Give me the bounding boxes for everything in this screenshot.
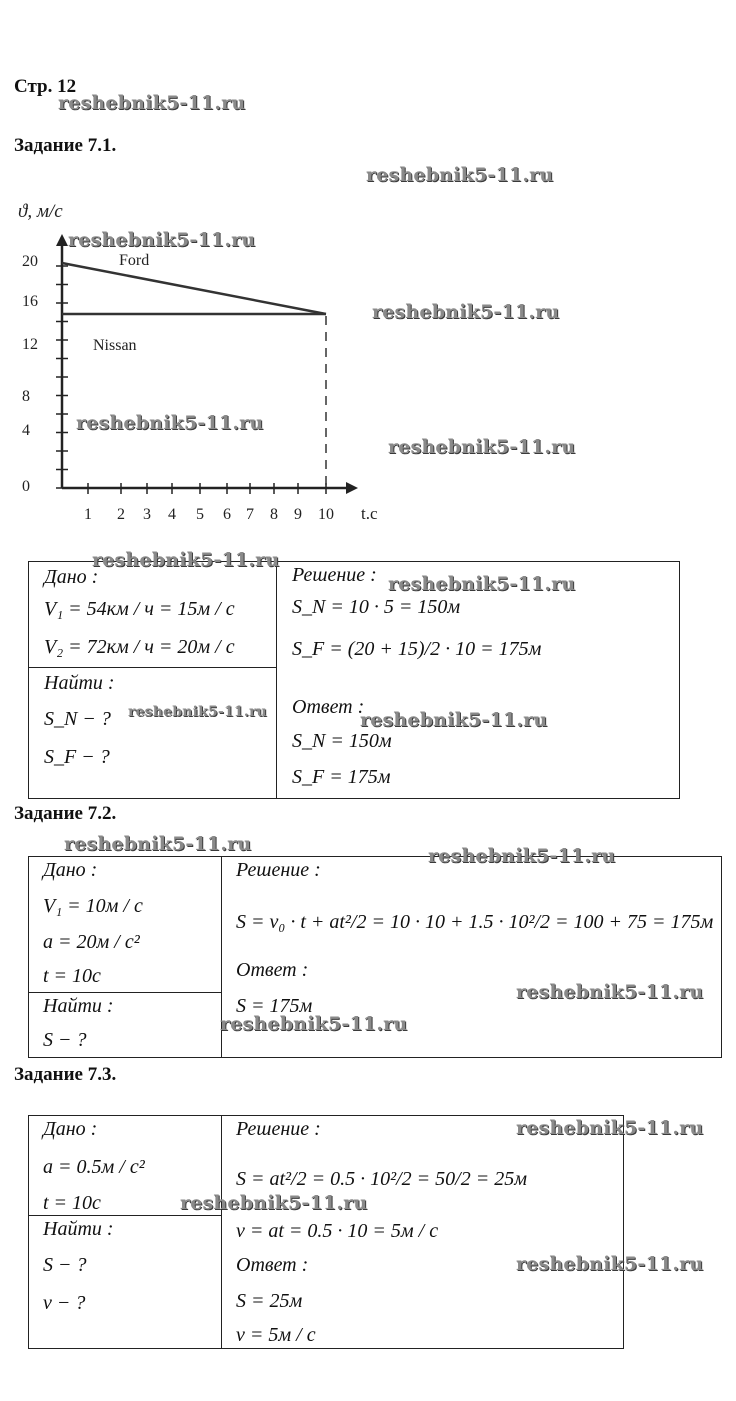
watermark: reshebnik5-11.ru: [220, 1013, 408, 1035]
answer-line: v = 5м / с: [236, 1324, 316, 1346]
watermark: reshebnik5-11.ru: [68, 229, 256, 251]
given-line: V₁ = 10м / с: [43, 895, 143, 917]
x-tick-label: 5: [196, 506, 204, 523]
watermark: reshebnik5-11.ru: [372, 301, 560, 323]
watermark: reshebnik5-11.ru: [516, 1253, 704, 1275]
watermark: reshebnik5-11.ru: [64, 833, 252, 855]
given-cell: [29, 562, 277, 668]
watermark: reshebnik5-11.ru: [388, 573, 576, 595]
y-tick-label: 8: [22, 388, 30, 405]
find-line: v − ?: [43, 1292, 86, 1314]
answer-label: Ответ :: [292, 696, 365, 718]
y-tick-label: 16: [22, 293, 38, 310]
given-label: Дано :: [44, 566, 99, 588]
find-line: S − ?: [43, 1254, 87, 1276]
given-line: t = 10с: [43, 1192, 101, 1214]
given-line: V₁ = 54км / ч = 15м / с: [44, 598, 235, 620]
watermark: reshebnik5-11.ru: [92, 549, 280, 571]
solution-line: S = v₀ · t + at²/2 = 10 · 10 + 1.5 · 10²/2 = 100 + 75 = 175м: [236, 911, 714, 933]
watermark: reshebnik5-11.ru: [128, 704, 267, 720]
x-tick-label: 6: [223, 506, 231, 523]
answer-line: S = 25м: [236, 1290, 303, 1312]
x-tick-label: 2: [117, 506, 125, 523]
find-line: S_F − ?: [44, 746, 110, 768]
x-tick-label: 10: [318, 506, 334, 523]
x-axis-label: t.c: [361, 504, 378, 523]
find-label: Найти :: [43, 995, 114, 1017]
answer-line: S_F = 175м: [292, 766, 391, 788]
solution-line: v = at = 0.5 · 10 = 5м / с: [236, 1220, 439, 1242]
x-tick-label: 4: [168, 506, 176, 523]
find-label: Найти :: [43, 1218, 114, 1240]
given-line: t = 10с: [43, 965, 101, 987]
given-label: Дано :: [43, 1118, 98, 1140]
solution-line: S_F = (20 + 15)/2 · 10 = 175м: [292, 638, 542, 660]
find-label: Найти :: [44, 672, 115, 694]
task-7-3-title: Задание 7.3.: [14, 1064, 117, 1085]
find-line: S_N − ?: [44, 708, 111, 730]
y-tick-label: 4: [22, 422, 30, 439]
y-tick-label: 0: [22, 478, 30, 495]
x-tick-label: 3: [143, 506, 151, 523]
solution-cell: [277, 562, 680, 799]
solution-label: Решение :: [236, 1118, 321, 1140]
answer-line: S_N = 150м: [292, 730, 392, 752]
watermark: reshebnik5-11.ru: [516, 1117, 704, 1139]
annotation-nissan: Nissan: [93, 337, 137, 354]
watermark: reshebnik5-11.ru: [516, 981, 704, 1003]
y-axis-label: ϑ, м/с: [18, 201, 63, 222]
watermark: reshebnik5-11.ru: [388, 436, 576, 458]
y-tick-label: 12: [22, 336, 38, 353]
y-tick-label: 20: [22, 253, 38, 270]
x-tick-label: 7: [246, 506, 254, 523]
answer-label: Ответ :: [236, 1254, 309, 1276]
find-cell: [29, 668, 277, 799]
x-tick-label: 8: [270, 506, 278, 523]
page-label: Стр. 12: [14, 76, 77, 97]
given-line: a = 20м / с²: [43, 931, 140, 953]
task-7-3-table: [28, 1115, 624, 1349]
y-axis-arrow: [56, 234, 68, 246]
find-line: S − ?: [43, 1029, 87, 1051]
task-7-1-table: [28, 561, 680, 799]
series-line-ford: [62, 263, 326, 314]
annotation-ford: Ford: [119, 252, 150, 269]
solution-cell: [222, 1116, 624, 1349]
watermark: reshebnik5-11.ru: [76, 412, 264, 434]
answer-line: S = 175м: [236, 995, 313, 1017]
task-7-2-title: Задание 7.2.: [14, 803, 117, 824]
solution-line: S = at²/2 = 0.5 · 10²/2 = 50/2 = 25м: [236, 1168, 527, 1190]
watermark: reshebnik5-11.ru: [58, 92, 246, 114]
x-tick-label: 9: [294, 506, 302, 523]
answer-label: Ответ :: [236, 959, 309, 981]
solution-label: Решение :: [292, 564, 377, 586]
watermark: reshebnik5-11.ru: [366, 164, 554, 186]
task-7-1-title: Задание 7.1.: [14, 135, 117, 156]
given-cell: [29, 857, 222, 993]
find-cell: [29, 1216, 222, 1349]
x-axis-arrow: [346, 482, 358, 494]
solution-label: Решение :: [236, 859, 321, 881]
find-cell: [29, 993, 222, 1058]
solution-line: S_N = 10 · 5 = 150м: [292, 596, 461, 618]
watermark: reshebnik5-11.ru: [428, 845, 616, 867]
given-label: Дано :: [43, 859, 98, 881]
watermark: reshebnik5-11.ru: [360, 709, 548, 731]
given-line: a = 0.5м / с²: [43, 1156, 145, 1178]
given-line: V₂ = 72км / ч = 20м / с: [44, 636, 235, 658]
x-tick-label: 1: [84, 506, 92, 523]
watermark: reshebnik5-11.ru: [180, 1192, 368, 1214]
